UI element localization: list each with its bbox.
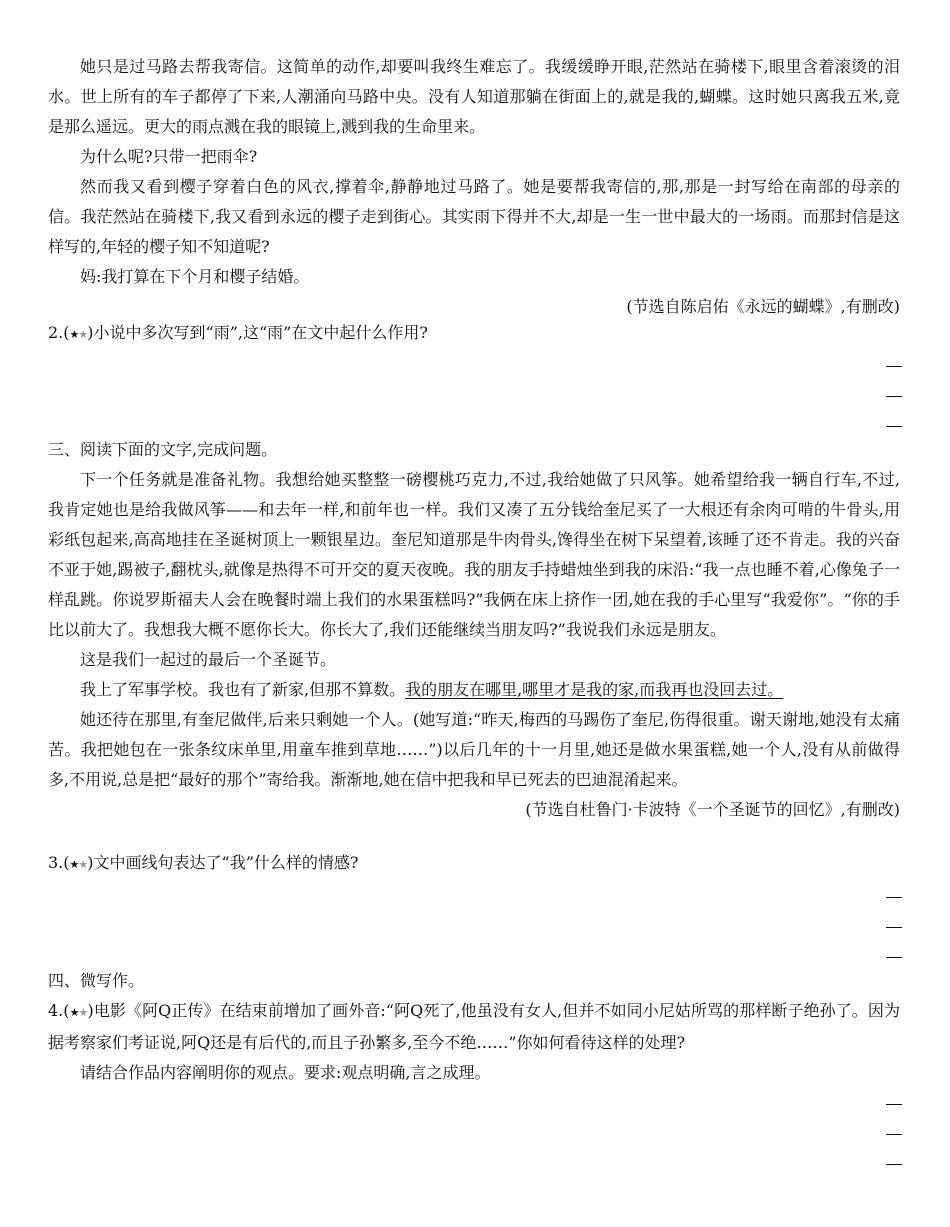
passage-1-paragraph: 为什么呢?只带一把雨伞? (80, 147, 258, 166)
answer-line[interactable] (886, 1150, 902, 1180)
answer-line[interactable] (886, 382, 902, 412)
passage-2-source: (节选自杜鲁门·卡波特《一个圣诞节的回忆》,有删改) (525, 800, 900, 819)
answer-line[interactable] (886, 1090, 902, 1120)
answer-line[interactable] (886, 1120, 902, 1150)
question-4-requirement: 请结合作品内容阐明你的观点。要求:观点明确,言之成理。 (80, 1063, 491, 1082)
answer-line[interactable] (886, 913, 902, 943)
passage-2-paragraph: 我上了军事学校。我也有了新家,但那不算数。我的朋友在哪里,哪里才是我的家,而我再也没回去过。 (80, 680, 784, 699)
passage-1-paragraph: 她只是过马路去帮我寄信。这简单的动作,却要叫我终生难忘了。我缓缓睁开眼,茫然站在骑楼下,眼里含着滚烫的泪水。世上所有的车子都停了下来,人潮涌向马路中央。没有人知道那躺在街面上的,就是我的,蝴蝶。这时她只离我五米,竟是那么遥远。更大的雨点溅在我的眼镜上,溅到我的生命里来。 (48, 57, 900, 136)
answer-lines-q2[interactable] (886, 352, 902, 442)
difficulty-stars-icon: ★★ (69, 858, 88, 871)
question-3-text: )文中画线句表达了“我”什么样的情感? (87, 853, 359, 872)
question-4-text: )电影《阿Q正传》在结束前增加了画外音:“阿Q死了,他虽没有女人,但并不如同小尼姑所骂的那样断子绝孙了。因为据考察家们考证说,阿Q还是有后代的,而且子孙繁多,至今不绝……”你如何看待这样的处理? (48, 1001, 900, 1052)
question-2-text: )小说中多次写到“雨”,这“雨”在文中起什么作用? (87, 323, 428, 342)
passage-1-paragraph: 然而我又看到樱子穿着白色的风衣,撑着伞,静静地过马路了。她是要帮我寄信的,那,那是一封写给在南部的母亲的信。我茫然站在骑楼下,我又看到永远的樱子走到街心。其实雨下得并不大,却是一生一世中最大的一场雨。而那封信是这样写的,年轻的樱子知不知道呢? (48, 177, 900, 256)
underlined-sentence: 我的朋友在哪里,哪里才是我的家,而我再也没回去过。 (405, 680, 784, 699)
section-4 (48, 966, 900, 1088)
question-4 (48, 996, 900, 1058)
answer-line[interactable] (886, 352, 902, 382)
passage-1-paragraph: 妈:我打算在下个月和樱子结婚。 (80, 267, 310, 286)
passage-1-source: (节选自陈启佑《永远的蝴蝶》,有删改) (626, 297, 900, 316)
section-3-title: 三、阅读下面的文字,完成问题。 (48, 440, 278, 459)
question-4-number: 4.( (48, 1001, 70, 1020)
answer-line[interactable] (886, 883, 902, 913)
section-3 (48, 435, 900, 825)
passage-1 (48, 52, 900, 322)
question-2 (48, 318, 900, 350)
passage-2-paragraph: 下一个任务就是准备礼物。我想给她买整整一磅樱桃巧克力,不过,我给她做了只风筝。她希望给我一辆自行车,不过,我肯定她也是给我做风筝——和去年一样,和前年也一样。我们又凑了五分钱给奎尼买了一大根还有余肉可啃的牛骨头,用彩纸包起来,高高地挂在圣诞树顶上一颗银星边。奎尼知道那是牛肉骨头,馋得坐在树下呆望着,该睡了还不肯走。我的兴奋不亚于她,踢被子,翻枕头,就像是热得不可开交的夏天夜晚。我的朋友手持蜡烛坐到我的床沿:“我一点也睡不着,心像兔子一样乱跳。你说罗斯福夫人会在晚餐时端上我们的水果蛋糕吗?”我俩在床上挤作一团,她在我的手心里写“我爱你”。“你的手比以前大了。我想我大概不愿你长大。你长大了,我们还能继续当朋友吗?”我说我们永远是朋友。 (48, 470, 900, 639)
section-4-title: 四、微写作。 (48, 971, 145, 990)
difficulty-stars-icon: ★★ (69, 1006, 88, 1019)
question-3-number: 3.( (48, 853, 70, 872)
passage-2-paragraph: 这是我们一起过的最后一个圣诞节。 (80, 650, 337, 669)
question-3 (48, 848, 900, 880)
question-2-number: 2.( (48, 323, 70, 342)
answer-lines-q4[interactable] (886, 1090, 902, 1180)
passage-2-paragraph: 她还待在那里,有奎尼做伴,后来只剩她一个人。(她写道:“昨天,梅西的马踢伤了奎尼,伤得很重。谢天谢地,她没有太痛苦。我把她包在一张条纹床单里,用童车推到草地……”)以后几年的十一月里,她还是做水果蛋糕,她一个人,没有从前做得多,不用说,总是把“最好的那个”寄给我。渐渐地,她在信中把我和早已死去的巴迪混淆起来。 (48, 710, 900, 789)
difficulty-stars-icon: ★★ (69, 328, 88, 341)
answer-lines-q3[interactable] (886, 883, 902, 973)
